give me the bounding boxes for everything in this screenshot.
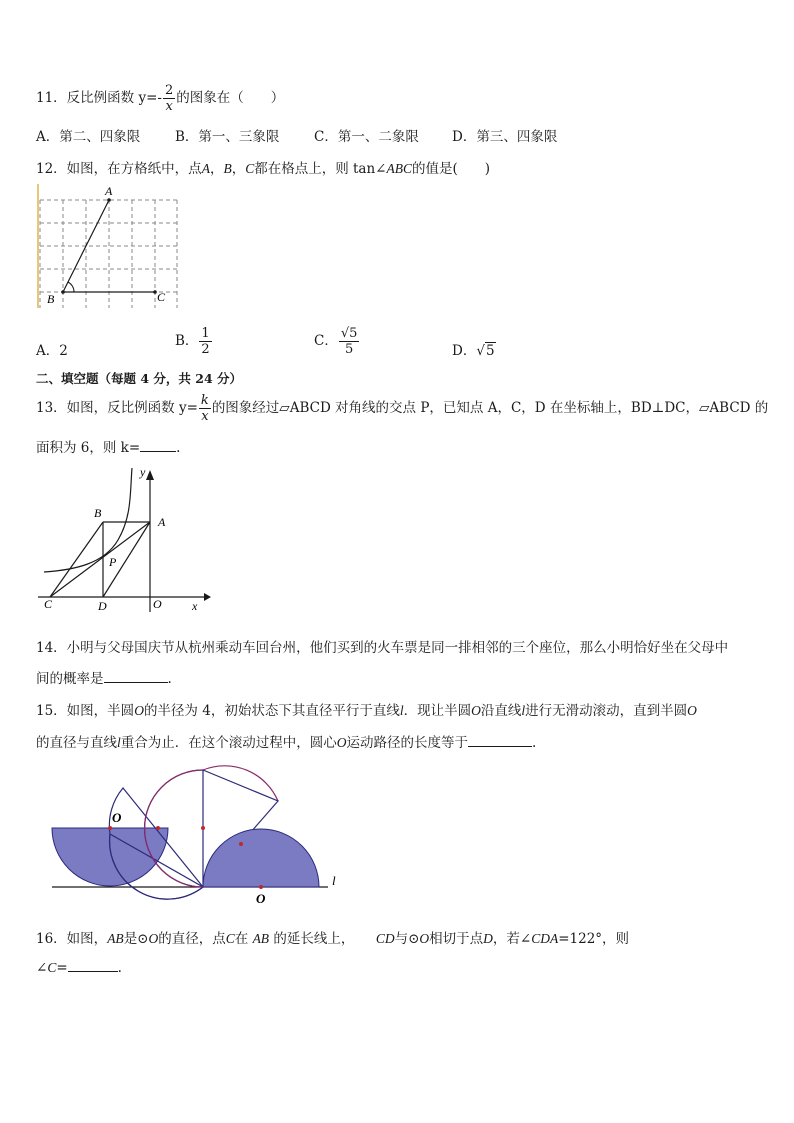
q16-part-3: 的直径，点: [158, 931, 226, 947]
q16-var-o: O: [148, 931, 159, 946]
q15-var-l-3: l: [117, 735, 121, 750]
q15-line1-mid2: ．现让半圆: [403, 703, 472, 719]
q12-option-a: A．2: [36, 343, 68, 359]
q16-answer-blank: [68, 971, 118, 972]
q13-label-c: C: [44, 597, 53, 611]
q12-option-b: [175, 327, 213, 356]
q15-semicircle-final: [203, 829, 319, 887]
q12-option-b-fraction: [199, 327, 211, 356]
q12-stem-mid: 都在格点上，则 tan∠: [254, 161, 387, 177]
q15-line1: [36, 699, 697, 719]
q15-var-l-2: l: [521, 703, 526, 718]
q12-label-c: C: [157, 290, 166, 304]
q12-option-b-num: 1: [201, 326, 210, 341]
q15-center-dot-2: [156, 826, 160, 830]
q11-option-b: B．第一、三象限: [175, 129, 280, 145]
q16-var-cd: CD: [375, 931, 395, 946]
q15-var-l: l: [399, 703, 404, 718]
q16-var-d: D: [483, 931, 493, 946]
q16-line2-angle: ∠: [36, 960, 48, 976]
q11-frac-den: x: [165, 99, 173, 114]
q12-option-d: [452, 339, 496, 359]
q12-label-b: B: [47, 292, 55, 306]
q12-option-c: [314, 327, 360, 356]
q15-line2: [36, 731, 536, 751]
q15-line2-prefix: 的直径与直线: [36, 735, 117, 751]
q15-label-o-start: O: [112, 810, 122, 825]
q11-frac-num: 2: [164, 83, 174, 98]
q15-var-o-2: O: [471, 703, 481, 718]
q15-line1-mid3: 沿直线: [480, 703, 522, 719]
q11-option-d: D．第三、四象限: [452, 129, 558, 145]
q15-var-o-3: O: [687, 703, 697, 718]
q14-line1: 14．小明与父母国庆节从杭州乘动车回台州，他们买到的火车票是同一排相邻的三个座位，那么小明恰好坐在父母中: [36, 640, 729, 656]
q13-line2-end: .: [176, 440, 181, 456]
q11-option-a: A．第二、四象限: [36, 129, 141, 145]
q12-option-d-sqrt: √5: [476, 343, 495, 359]
q16-line2-end: .: [117, 960, 122, 976]
q13-stem-prefix: 13．如图，反比例函数 y=: [36, 400, 198, 416]
q16-part-1: 16．如图，: [36, 931, 108, 947]
q13-line2: [36, 436, 180, 456]
q11-fraction: [163, 84, 175, 113]
q13-label-p: P: [109, 555, 117, 569]
q13-label-o: O: [153, 597, 162, 611]
q16-part-8: ，若∠: [492, 931, 532, 947]
q15-line1-suffix: 进行无滑动滚动，直到半圆: [525, 703, 688, 719]
q12-label-a: A: [105, 184, 113, 198]
q11-stem-suffix: 的图象在（ ）: [176, 90, 285, 106]
q11-option-c: C．第一、二象限: [314, 129, 419, 145]
q12-point-b: B: [223, 161, 232, 176]
q11-stem: [36, 84, 284, 113]
q15-line1-prefix: 15．如图，半圆: [36, 703, 135, 719]
q15-figure: [48, 764, 358, 910]
q16-var-ab: AB: [107, 931, 124, 946]
q16-part-6: 与⊙: [394, 931, 420, 947]
q15-center-dot-4: [239, 842, 243, 846]
q12-option-c-fraction: [339, 327, 360, 356]
q16-part-9: =122°，则: [558, 931, 630, 947]
q16-part-2: 是⊙: [123, 931, 149, 947]
q12-stem-prefix: 12．如图，在方格纸中，点: [36, 161, 202, 177]
q12-option-d-label: D．: [452, 343, 477, 359]
q13-stem-suffix: 的图象经过▱ABCD 对角线的交点 P，已知点 A，C，D 在坐标轴上，BD⊥DC，▱ABCD 的: [211, 400, 769, 416]
q15-label-l: l: [332, 873, 336, 888]
q15-var-o-4: O: [336, 735, 347, 750]
q15-line2-end: .: [532, 735, 537, 751]
q14-line2-end: .: [167, 671, 172, 687]
q12-option-b-label: B．: [175, 333, 199, 349]
q12-option-c-label: C．: [314, 333, 338, 349]
q12-point-c: C: [245, 161, 255, 176]
q16-var-o-2: O: [419, 931, 430, 946]
q12-grid-figure: [34, 184, 184, 308]
q13-hyperbola: [44, 468, 132, 572]
q15-var-o: O: [134, 703, 144, 718]
q16-line2-var-c: C: [47, 960, 57, 975]
q14-line2: [36, 667, 172, 687]
q12-angle-arc: [68, 282, 74, 292]
q12-option-d-radicand: 5: [485, 343, 495, 359]
q12-stem-suffix: 的值是( ): [411, 161, 491, 177]
q15-center-dot-1: [108, 826, 112, 830]
q12-angle: ABC: [386, 161, 412, 176]
q11-stem-prefix: 11．反比例函数 y=-: [36, 90, 162, 106]
q15-line1-mid: 的半径为 4，初始状态下其直径平行于直线: [143, 703, 400, 719]
q16-part-4: 在: [234, 931, 249, 947]
q13-frac-num: k: [200, 393, 209, 408]
q12-point-a: A: [201, 161, 210, 176]
q16-line1: [36, 927, 629, 947]
q12-stem: 12．如图，在方格纸中，点A，B，C都在格点上，则 tan∠ABC的值是( ): [36, 161, 491, 177]
q12-option-b-den: 2: [201, 342, 210, 357]
q13-label-d: D: [98, 599, 107, 613]
q12-option-c-radicand: 5: [349, 326, 358, 341]
q13-label-a: A: [158, 515, 166, 529]
q13-fraction: [199, 394, 211, 423]
q16-part-5: 的延长线上，: [273, 931, 355, 947]
q13-line2-text: 面积为 6，则 k=: [36, 440, 141, 456]
q12-option-c-num: √5: [340, 326, 358, 341]
q13-label-y: y: [140, 465, 146, 479]
q16-part-7: 相切于点: [429, 931, 484, 947]
q14-line2-text: 间的概率是: [36, 671, 104, 687]
q13-frac-den: x: [201, 409, 209, 424]
q16-var-ab-2: AB: [252, 931, 270, 946]
section-2-title: 二、填空题（每题 4 分，共 24 分）: [36, 371, 243, 386]
q12-option-c-den: 5: [344, 342, 354, 357]
q16-var-c: C: [225, 931, 235, 946]
q16-line2: [36, 960, 122, 976]
q13-figure: [34, 462, 214, 622]
q16-line2-eq: =: [56, 960, 68, 976]
q15-line2-suffix: 运动路径的长度等于: [346, 735, 469, 751]
q13-label-x: x: [192, 599, 198, 613]
q13-label-b: B: [94, 506, 102, 520]
q14-answer-blank: [104, 682, 168, 683]
q13-stem: [36, 394, 768, 423]
q16-var-cda: CDA: [531, 931, 559, 946]
q13-answer-blank: [140, 451, 176, 452]
q15-center-dot-3: [201, 826, 205, 830]
q15-label-o-end: O: [256, 891, 266, 906]
q15-answer-blank: [468, 746, 532, 747]
q15-center-dot-5: [259, 885, 263, 889]
q15-line2-mid: 重合为止．在这个滚动过程中，圆心: [120, 735, 337, 751]
